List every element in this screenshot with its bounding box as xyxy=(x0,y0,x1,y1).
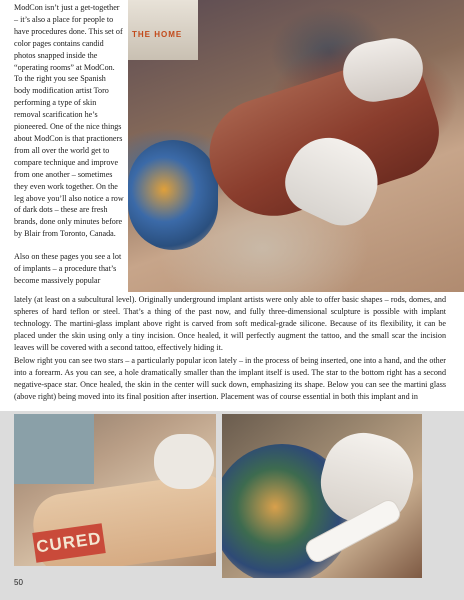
stars-paragraph: Below right you can see two stars – a particularly popular icon lately – in the process of being inserted, one into a hand, and the other into a forearm. As you can see, a hole dramatically smaller than the implant itself is used. The star to the bottom right has a second negative-space star. Once healed, the skin in the center will suck down, emphasizing its shape. Below you can see the martini glass (above right) being moved into its final position after insertion. Placement was of course essential in both this implant and in xyxy=(14,356,446,401)
scarification-photo xyxy=(128,0,464,292)
bucket-label: THE HOME xyxy=(132,30,183,39)
tattoo xyxy=(128,140,218,250)
shirt xyxy=(14,414,94,484)
gloved-hand xyxy=(154,434,214,489)
implants-paragraph-start: Also on these pages you see a lot of implants – a procedure that’s become massively popular xyxy=(14,252,122,285)
cured-tattoo: CURED xyxy=(32,523,105,562)
left-column-text xyxy=(14,2,124,298)
page-number: 50 xyxy=(14,578,23,587)
implants-paragraph-continued: lately (at least on a subcultural level). Originally underground implant artists were only able to offer basic shapes – rods, domes, and spheres of hard teflon or steel. That’s a thing of the past now, and fully three-dimensional sculpture is possible with implant technology. The martini-glass implant above right is carved from soft medical-grade silicone. Because of its flexibility, it can be placed under the skin using only a tiny incision. Once healed, it will perfectly augment the tattoo, and the small scar the incision leaves will be covered with a second tattoo, effectively hiding it. xyxy=(14,295,446,352)
intro-paragraph: ModCon isn’t just a get-together – it’s also a place for people to have procedures done. This set of color pages contains candid photos snapped inside the “operating rooms” at ModCon. To the right you see Spanish body modification artist Toro performing a type of skin removal scarification he’s pioneered. One of the nice things about ModCon is that practioners from all over the world get to compare technique and improve from one another – sometimes they even work together. On the leg above you’ll also notice a row of dark dots – these are fresh brands, done only minutes before by Blair from Toronto, Canada. xyxy=(14,3,124,239)
forearm-implant-photo xyxy=(14,414,216,566)
martini-implant-photo xyxy=(222,414,422,578)
bucket xyxy=(128,0,198,60)
